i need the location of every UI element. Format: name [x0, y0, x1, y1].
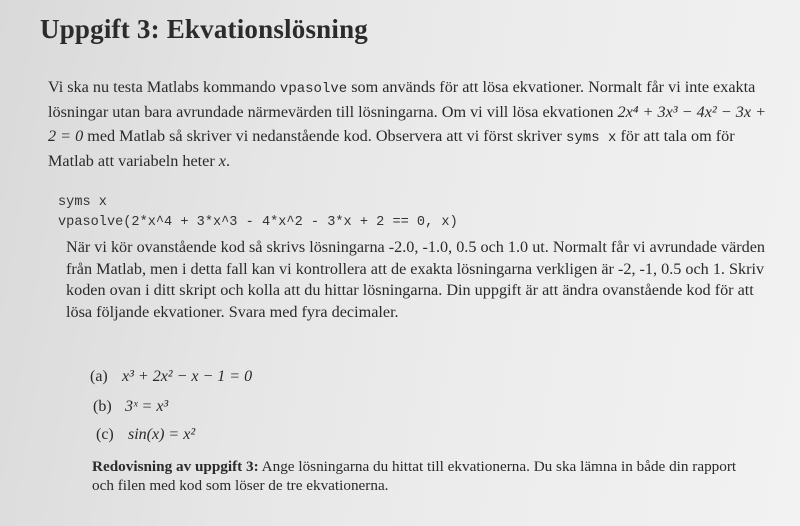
intro-period: .	[225, 152, 231, 171]
item-label: (b)	[93, 398, 112, 415]
item-equation: 3ˣ = x³	[125, 398, 169, 415]
variable-x: x	[218, 152, 226, 171]
code-line-2: vpasolve(2*x^4 + 3*x^3 - 4*x^2 - 3*x + 2 == 0, x)	[58, 215, 458, 230]
code-line-1: syms x	[58, 195, 107, 210]
intro-text-3: med Matlab så skriver vi nedanstående kod. Observera att vi först skriver	[87, 126, 562, 145]
submission-text: Ange lösningarna du hittat till ekvationerna. Du ska lämna in både din rapport och filen med kod som löser de tre ekvationerna.	[92, 458, 737, 494]
item-equation: sin(x) = x²	[128, 426, 196, 443]
submission-heading: Redovisning av uppgift 3:	[92, 458, 259, 475]
intro-text-2: som används för att lösa ekvationer. Normalt får vi inte exakta lösningar utan bara avrundade närmevärden till lösningarna. Om vi vill lösa ekvationen	[48, 78, 756, 122]
example-equation: 2x⁴ + 3x³ − 4x² − 3x + 2 = 0	[48, 103, 767, 145]
intro-text-1: Vi ska nu testa Matlabs kommando	[48, 78, 276, 96]
equation-item-b	[93, 398, 168, 416]
vpasolve-command: vpasolve	[279, 81, 348, 97]
equation-item-c	[96, 426, 195, 444]
intro-text-4: för att tala om för Matlab att variabeln heter	[48, 126, 735, 171]
intro-paragraph	[48, 76, 768, 174]
submission-note	[92, 457, 742, 495]
equation-item-a	[90, 368, 252, 386]
item-label: (a)	[90, 368, 108, 385]
syms-command: syms x	[566, 129, 617, 146]
instructions-paragraph: När vi kör ovanstående kod så skrivs lösningarna -2.0, -1.0, 0.5 och 1.0 ut. Normalt får vi avrundade värden från Matlab, men i detta fall kan vi kontrollera att de exakta lösningarna verkligen är -2, -1, 0.5 och 1. Skriv koden ovan i ditt skript och kolla att du hittar lösningarna. Din uppgift är att ändra ovanstående kod för att lösa följande ekvationer. Svara med fyra decimaler.	[66, 238, 766, 321]
section-title: Uppgift 3: Ekvationslösning	[40, 14, 368, 44]
item-equation: x³ + 2x² − x − 1 = 0	[122, 368, 253, 385]
item-label: (c)	[96, 426, 114, 443]
code-block	[58, 193, 458, 233]
